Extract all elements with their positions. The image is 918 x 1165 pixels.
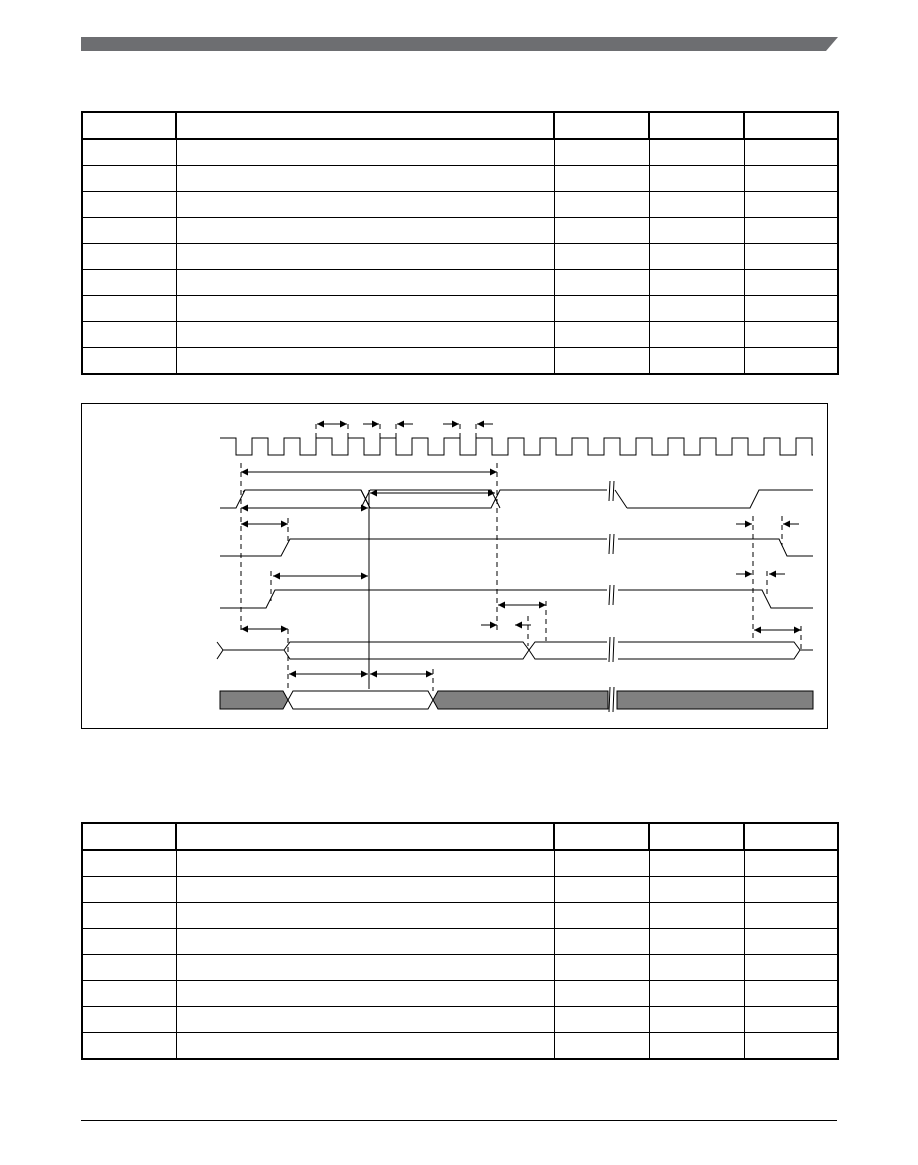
table-cell <box>176 270 554 296</box>
table-cell <box>554 1033 649 1060</box>
table-cell <box>744 218 838 244</box>
table-cell <box>176 981 554 1007</box>
table-cell <box>649 929 744 955</box>
table-cell <box>649 348 744 375</box>
table-header-row <box>82 823 838 850</box>
table-cell <box>744 903 838 929</box>
table-row <box>82 850 838 877</box>
table-cell <box>649 244 744 270</box>
table-cell <box>82 850 176 877</box>
timing-diagram-figure <box>81 403 828 729</box>
table-cell <box>744 1007 838 1033</box>
table-cell <box>554 192 649 218</box>
table-row <box>82 955 838 981</box>
table-cell <box>744 322 838 348</box>
data-bus-filled-middle <box>433 691 608 709</box>
table-cell <box>554 218 649 244</box>
table-row <box>82 877 838 903</box>
table-cell <box>554 929 649 955</box>
table-row <box>82 1007 838 1033</box>
signal-4-bus <box>217 642 813 659</box>
header-cell <box>554 112 649 139</box>
table-cell <box>176 166 554 192</box>
table-cell <box>82 192 176 218</box>
table-cell <box>82 955 176 981</box>
table-row <box>82 166 838 192</box>
table-cell <box>744 850 838 877</box>
table-row <box>82 244 838 270</box>
table-cell <box>176 322 554 348</box>
table-cell <box>744 192 838 218</box>
table-cell <box>649 877 744 903</box>
header-cell <box>554 823 649 850</box>
table-cell <box>744 244 838 270</box>
table-cell <box>649 903 744 929</box>
table-cell <box>744 1033 838 1060</box>
table-cell <box>176 1007 554 1033</box>
table-cell <box>176 348 554 375</box>
table-cell <box>554 348 649 375</box>
table-cell <box>176 903 554 929</box>
header-cell <box>744 112 838 139</box>
table-cell <box>176 192 554 218</box>
table-cell <box>82 322 176 348</box>
table-cell <box>554 322 649 348</box>
timing-arrows <box>241 424 801 674</box>
table-row <box>82 348 838 375</box>
table-cell <box>649 1033 744 1060</box>
spec-table-bottom <box>81 822 839 1060</box>
header-cell <box>649 823 744 850</box>
table-cell <box>649 139 744 166</box>
table-cell <box>82 296 176 322</box>
table-row <box>82 929 838 955</box>
table-cell <box>176 1033 554 1060</box>
table-header-row <box>82 112 838 139</box>
table-cell <box>82 139 176 166</box>
table-cell <box>176 218 554 244</box>
header-cell <box>649 112 744 139</box>
table-cell <box>82 348 176 375</box>
data-bus-filled-right <box>617 691 813 709</box>
table-cell <box>554 850 649 877</box>
table-row <box>82 981 838 1007</box>
table-row <box>82 270 838 296</box>
table-cell <box>176 929 554 955</box>
table-cell <box>82 877 176 903</box>
table-row <box>82 1033 838 1060</box>
footer-rule <box>81 1120 837 1121</box>
table-cell <box>554 244 649 270</box>
table-cell <box>554 166 649 192</box>
table-cell <box>82 270 176 296</box>
table-cell <box>554 877 649 903</box>
table-cell <box>82 929 176 955</box>
signal-2-waveform <box>220 539 813 556</box>
table-row <box>82 322 838 348</box>
table-cell <box>744 139 838 166</box>
table-cell <box>82 1007 176 1033</box>
table-cell <box>649 981 744 1007</box>
table-row <box>82 139 838 166</box>
table-cell <box>176 139 554 166</box>
table-cell <box>649 296 744 322</box>
data-bus-valid-window <box>288 691 433 709</box>
table-row <box>82 192 838 218</box>
data-bus <box>220 691 813 709</box>
table-cell <box>649 166 744 192</box>
table-row <box>82 903 838 929</box>
header-cell <box>176 112 554 139</box>
table-cell <box>649 322 744 348</box>
header-bar <box>0 0 918 60</box>
table-cell <box>82 981 176 1007</box>
table-cell <box>176 244 554 270</box>
table-cell <box>649 955 744 981</box>
table-cell <box>554 981 649 1007</box>
table-cell <box>554 903 649 929</box>
table-cell <box>554 270 649 296</box>
clock-waveform <box>220 438 813 455</box>
spec-table-top <box>81 111 839 375</box>
table-cell <box>176 296 554 322</box>
header-cell <box>82 112 176 139</box>
table-cell <box>744 270 838 296</box>
table-cell <box>176 877 554 903</box>
table-cell <box>554 955 649 981</box>
data-bus-filled-left <box>220 691 288 709</box>
table-cell <box>82 903 176 929</box>
table-cell <box>744 296 838 322</box>
table-cell <box>744 929 838 955</box>
signal-1-waveform <box>220 490 813 508</box>
table-cell <box>554 296 649 322</box>
signal-1-tail <box>615 490 627 508</box>
table-cell <box>82 1033 176 1060</box>
table-cell <box>744 955 838 981</box>
timing-break-markers <box>609 481 614 712</box>
table-cell <box>744 981 838 1007</box>
table-cell <box>744 166 838 192</box>
header-bar-shape <box>81 37 838 51</box>
table-cell <box>176 955 554 981</box>
table-cell <box>82 218 176 244</box>
table-row <box>82 218 838 244</box>
table-cell <box>649 850 744 877</box>
table-cell <box>649 218 744 244</box>
table-cell <box>82 166 176 192</box>
table-cell <box>554 139 649 166</box>
table-cell <box>82 244 176 270</box>
table-cell <box>744 348 838 375</box>
table-cell <box>649 192 744 218</box>
table-cell <box>176 850 554 877</box>
table-cell <box>744 877 838 903</box>
header-cell <box>82 823 176 850</box>
table-row <box>82 296 838 322</box>
timing-reference-lines <box>241 424 801 691</box>
header-cell <box>176 823 554 850</box>
header-cell <box>744 823 838 850</box>
table-cell <box>554 1007 649 1033</box>
timing-diagram <box>82 404 829 730</box>
table-cell <box>649 270 744 296</box>
table-cell <box>649 1007 744 1033</box>
